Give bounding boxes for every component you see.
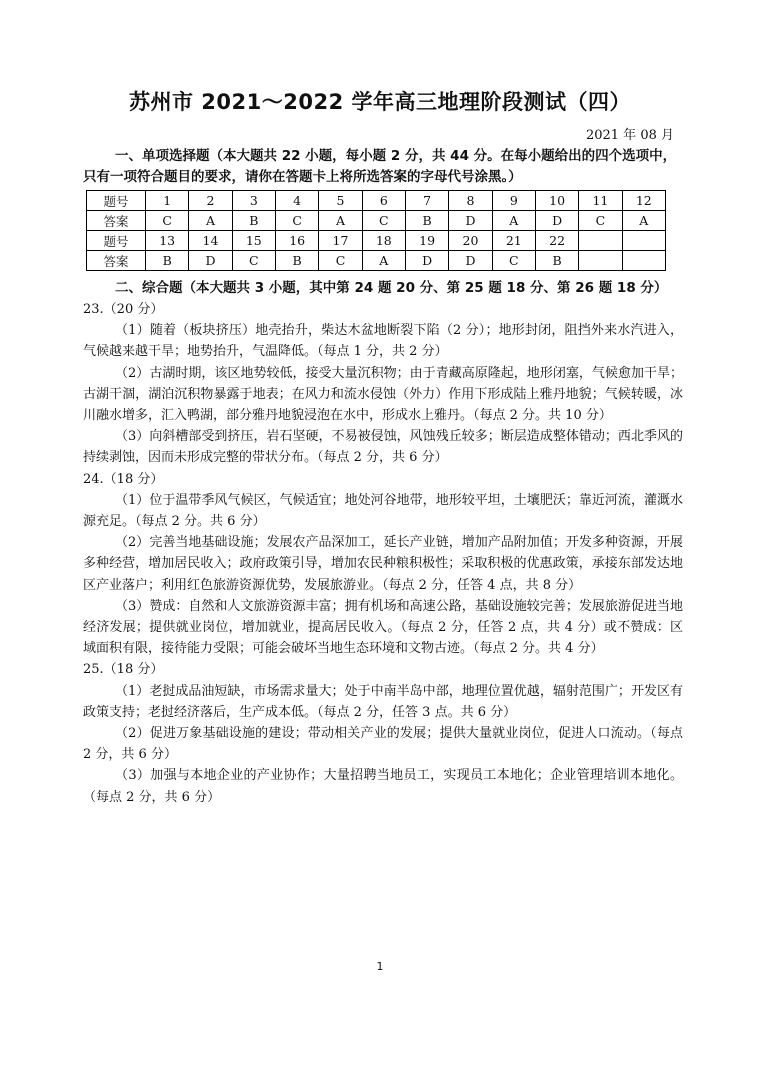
answer-table-row bbox=[87, 191, 666, 211]
row-header: 题号 bbox=[87, 191, 146, 211]
answer-paragraph: （3）赞成：自然和人文旅游资源丰富；拥有机场和高速公路，基础设施较完善；发展旅游促进当地经济发展；提供就业岗位，增加就业，提高居民收入。（每点 2 分，任答 2 点，共 4 分）或不赞成：区域面积有限，接待能力受限；可能会破坏当地生态环境和文物古迹。（每点 2 分。共 4 分） bbox=[83, 598, 683, 657]
table-cell bbox=[622, 251, 665, 271]
table-cell: 10 bbox=[535, 191, 578, 211]
answer-table-row bbox=[87, 211, 666, 231]
table-cell: 13 bbox=[146, 231, 189, 251]
section-2-heading: 二、综合题（本大题共 3 小题，其中第 24 题 20 分、第 25 题 18 分、第 26 题 18 分） bbox=[115, 280, 668, 296]
table-cell: B bbox=[146, 251, 189, 271]
answer-table-row bbox=[87, 251, 666, 271]
table-cell: C bbox=[319, 251, 362, 271]
table-cell: A bbox=[189, 211, 232, 231]
table-cell: C bbox=[362, 211, 405, 231]
table-cell: 21 bbox=[492, 231, 535, 251]
table-cell: 3 bbox=[232, 191, 275, 211]
table-cell: 12 bbox=[622, 191, 665, 211]
table-cell bbox=[622, 231, 665, 251]
table-cell: D bbox=[405, 251, 448, 271]
table-cell: D bbox=[449, 211, 492, 231]
table-cell: B bbox=[405, 211, 448, 231]
table-cell: 15 bbox=[232, 231, 275, 251]
table-cell: 16 bbox=[275, 231, 318, 251]
table-cell: D bbox=[189, 251, 232, 271]
table-cell: 22 bbox=[535, 231, 578, 251]
table-cell: A bbox=[319, 211, 362, 231]
table-cell: 19 bbox=[405, 231, 448, 251]
row-header: 答案 bbox=[87, 251, 146, 271]
table-cell: 9 bbox=[492, 191, 535, 211]
table-cell: 20 bbox=[449, 231, 492, 251]
table-cell: 5 bbox=[319, 191, 362, 211]
table-cell: 7 bbox=[405, 191, 448, 211]
table-cell: 4 bbox=[275, 191, 318, 211]
answer-table-row bbox=[87, 231, 666, 251]
table-cell bbox=[579, 231, 622, 251]
question-label: 25.（18 分） bbox=[83, 662, 164, 678]
answer-paragraph: （1）位于温带季风气候区，气候适宜；地处河谷地带，地形较平坦，土壤肥沃；靠近河流，灌溉水源充足。（每点 2 分。共 6 分） bbox=[83, 492, 683, 530]
table-cell: B bbox=[275, 251, 318, 271]
question-label: 23.（20 分） bbox=[83, 302, 164, 317]
document-title: 苏州市 2021～2022 学年高三地理阶段测试（四） bbox=[128, 90, 631, 114]
answer-paragraph: （1）老挝成品油短缺，市场需求量大；处于中南半岛中部，地理位置优越，辐射范围广；开发区有政策支持；老挝经济落后，生产成本低。（每点 2 分，任答 3 点。共 6 分） bbox=[83, 683, 683, 720]
table-cell: A bbox=[362, 251, 405, 271]
answer-paragraph: （3）加强与本地企业的产业协作；大量招聘当地员工，实现员工本地化；企业管理培训本地化。（每点 2 分，共 6 分） bbox=[83, 768, 683, 805]
table-cell: C bbox=[146, 211, 189, 231]
table-cell: D bbox=[535, 211, 578, 231]
answer-paragraph: （2）促进万象基础设施的建设；带动相关产业的发展；提供大量就业岗位，促进人口流动。（每点 2 分，共 6 分） bbox=[83, 726, 683, 763]
page-number: 1 bbox=[376, 960, 384, 973]
table-cell: 6 bbox=[362, 191, 405, 211]
table-cell: 18 bbox=[362, 231, 405, 251]
table-cell: C bbox=[232, 251, 275, 271]
answer-paragraph: （2）古湖时期，该区地势较低，接受大量沉积物；由于青藏高原隆起，地形闭塞，气候愈加干旱；古湖干涸，湖泊沉积物暴露于地表；在风力和流水侵蚀（外力）作用下形成陆上雅丹地貌；气候转暖，冰川融水增多，汇入鸭湖，部分雅丹地貌浸泡在水中，形成水上雅丹。（每点 2 分。共 10 分） bbox=[83, 365, 683, 424]
table-cell: B bbox=[232, 211, 275, 231]
question-label: 24.（18 分） bbox=[83, 471, 164, 487]
section-1-heading: 一、单项选择题（本大题共 22 小题，每小题 2 分，共 44 分。在每小题给出的四个选项中，只有一项符合题目的要求，请你在答题卡上将所选答案的字母代号涂黑。） bbox=[83, 148, 677, 185]
row-header: 答案 bbox=[87, 211, 146, 231]
answer-paragraph: （1）随着（板块挤压）地壳抬升，柴达木盆地断裂下陷（2 分）；地形封闭，阻挡外来水汽进入，气候越来越干旱；地势抬升，气温降低。（每点 1 分，共 2 分） bbox=[83, 323, 683, 360]
table-cell: 1 bbox=[146, 191, 189, 211]
table-cell: C bbox=[275, 211, 318, 231]
table-cell: A bbox=[622, 211, 665, 231]
document-date: 2021 年 08 月 bbox=[585, 128, 674, 143]
table-cell: 2 bbox=[189, 191, 232, 211]
table-cell: 17 bbox=[319, 231, 362, 251]
answer-paragraph: （2）完善当地基础设施；发展农产品深加工，延长产业链，增加产品附加值；开发多种资源，开展多种经营，增加居民收入；政府政策引导，增加农民种粮积极性；采取积极的优惠政策，承接东部发达地区产业落户；利用红色旅游资源优势，发展旅游业。（每点 2 分，任答 4 点，共 8 分） bbox=[83, 535, 683, 593]
table-cell: D bbox=[449, 251, 492, 271]
answer-paragraph: （3）向斜槽部受到挤压，岩石坚硬，不易被侵蚀，风蚀残丘较多；断层造成整体错动；西北季风的持续剥蚀，因而未形成完整的带状分布。（每点 2 分，共 6 分） bbox=[83, 429, 683, 466]
table-cell bbox=[579, 251, 622, 271]
table-cell: B bbox=[535, 251, 578, 271]
table-cell: 8 bbox=[449, 191, 492, 211]
row-header: 题号 bbox=[87, 231, 146, 251]
table-cell: A bbox=[492, 211, 535, 231]
answers-body bbox=[83, 299, 683, 808]
table-cell: C bbox=[579, 211, 622, 231]
table-cell: 14 bbox=[189, 231, 232, 251]
table-cell: C bbox=[492, 251, 535, 271]
table-cell: 11 bbox=[579, 191, 622, 211]
answer-table bbox=[86, 190, 666, 271]
